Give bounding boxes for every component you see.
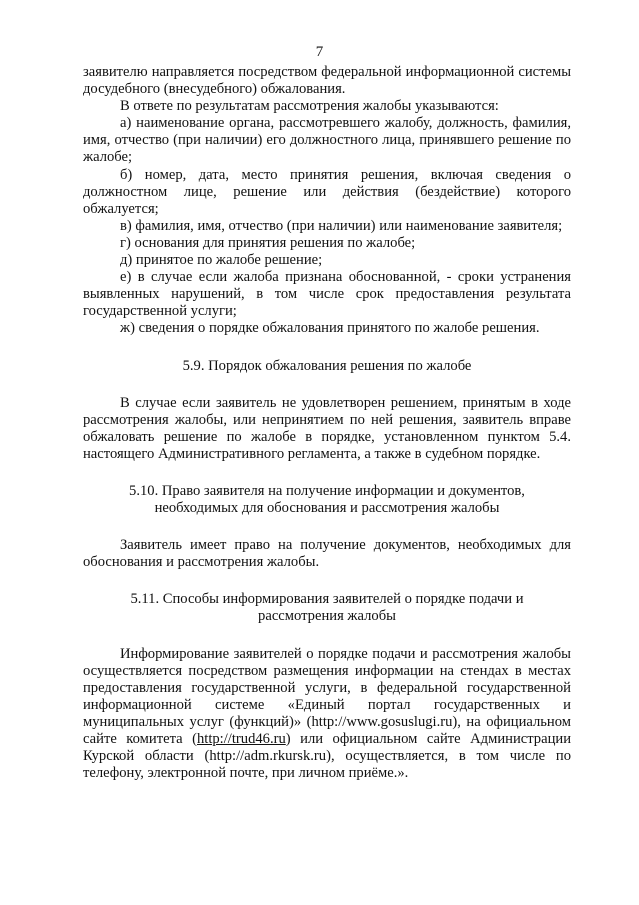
paragraph-response-intro: В ответе по результатам рассмотрения жалобы указываются: [120,98,499,115]
list-item-v: в) фамилия, имя, отчество (при наличии) или наименование заявителя; [120,217,563,234]
paragraph-5-10: Заявитель имеет право на получение документов, необходимых для обоснования и рассмотрения жалобы. [83,537,571,571]
section-heading-5-10-line1: 5.10. Право заявителя на получение информации и документов, [129,482,525,499]
list-item-e: е) в случае если жалоба признана обоснованной, - сроки устранения выявленных нарушений, в том числе срок предоставления результата государственной услуги; [83,269,571,320]
section-heading-5-9: 5.9. Порядок обжалования решения по жалобе [182,357,472,374]
section-heading-5-10-line2: необходимых для обоснования и рассмотрения жалобы [154,500,500,517]
section-heading-5-11-line1: 5.11. Способы информирования заявителей о порядке подачи и [130,591,524,608]
list-item-zh: ж) сведения о порядке обжалования принятого по жалобе решения. [120,320,540,337]
list-item-b: б) номер, дата, место принятия решения, включая сведения о должностном лице, решение или действия (бездействие) которого обжалуется; [83,166,571,217]
paragraph-5-9: В случае если заявитель не удовлетворен решением, принятым в ходе рассмотрения жалобы, или непринятием по ней решения, заявитель вправе обжаловать решение по жалобе в порядке, установленном пунктом 5.4. настоящего Административного регламента, а также в судебном порядке. [83,394,571,462]
paragraph-continuation: заявителю направляется посредством федеральной информационной системы досудебного (внесудебного) обжалования. [83,64,571,98]
section-heading-5-10 [83,483,571,517]
page-number: 7 [315,44,324,60]
trud46-link[interactable]: http://trud46.ru [196,731,286,747]
list-item-g: г) основания для принятия решения по жалобе; [120,234,416,251]
section-heading-5-11 [83,591,571,625]
list-item-a: а) наименование органа, рассмотревшего жалобу, должность, фамилия, имя, отчество (при наличии) его должностного лица, принявшего решение по жалобе; [83,115,571,166]
list-item-d: д) принятое по жалобе решение; [120,252,323,269]
document-body [83,64,571,782]
paragraph-5-11-text-a: Информирование заявителей о порядке подачи и рассмотрения жалобы осуществляется посредством размещения информации на стендах в местах предоставления государственной услуги, в федеральной государственной информационной системе «Единый портал государственных и муниципальных услуг (функций)» (http://www.gosuslugi.ru), на официальном сайте комитета ( [83,645,571,747]
paragraph-5-11 [83,646,571,783]
paragraph-5-11-text-b: ) или официальном сайте Администрации Курской области (http://adm.rkursk.ru), осуществляется, в том числе по телефону, электронной почте, при личном приёме.». [83,731,572,782]
section-heading-5-11-line2: рассмотрения жалобы [258,608,396,625]
